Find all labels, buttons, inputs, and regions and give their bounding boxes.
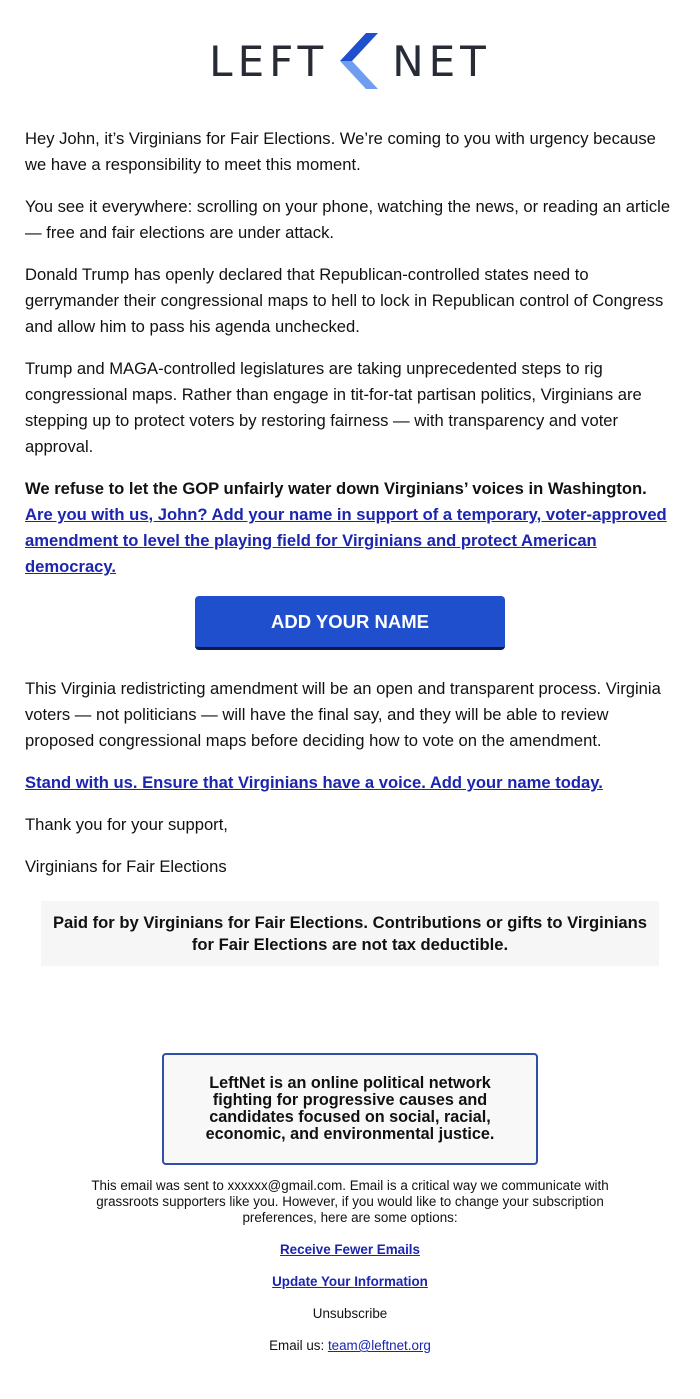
about-leftnet-box [162, 1053, 538, 1165]
intro-paragraph: Hey John, it’s Virginians for Fair Elections. We’re coming to you with urgency because we have a responsibility to meet this moment. [25, 129, 656, 174]
fewer-emails-row [70, 1242, 630, 1258]
paid-for-disclaimer [41, 901, 659, 966]
maga-paragraph: Trump and MAGA-controlled legislatures are taking unprecedented steps to rig congressional maps. Rather than engage in tit-for-tat partisan politics, Virginians are stepping up to protect voters by restoring fairness — with transparency and voter approval. [25, 359, 642, 456]
add-your-name-button[interactable]: ADD YOUR NAME [195, 596, 505, 650]
update-info-row [70, 1274, 630, 1290]
attack-paragraph: You see it everywhere: scrolling on your phone, watching the news, or reading an article — free and fair elections are under attack. [25, 197, 671, 242]
leftnet-logo [0, 33, 700, 89]
footer-notice: This email was sent to xxxxxx@gmail.com. Email is a critical way we communicate with grassroots supporters like you. However, if you would like to change your subscription preferences, here are some options: [91, 1178, 609, 1225]
unsubscribe-text[interactable]: Unsubscribe [312, 1306, 388, 1321]
email-address-link[interactable]: team@leftnet.org [327, 1338, 431, 1353]
email-us-label: Email us: [269, 1338, 325, 1353]
refuse-paragraph [25, 476, 675, 580]
update-information-link[interactable]: Update Your Information [272, 1274, 428, 1289]
footer [70, 1178, 630, 1354]
stand-with-us-paragraph [25, 770, 675, 796]
chevron-left-icon [338, 33, 378, 89]
add-name-support-link[interactable]: Are you with us, John? Add your name in support of a temporary, voter-approved amendment to level the playing field for Virginians and protect American democracy. [25, 505, 667, 576]
cta-wrapper [25, 596, 675, 650]
stand-with-us-link[interactable]: Stand with us. Ensure that Virginians have a voice. Add your name today. [25, 773, 603, 792]
email-us-row [70, 1338, 630, 1354]
brand-left-text: LEFT [209, 36, 329, 86]
receive-fewer-emails-link[interactable]: Receive Fewer Emails [280, 1242, 420, 1257]
thank-you-text: Thank you for your support, [25, 815, 228, 834]
disclaimer-text: Paid for by Virginians for Fair Elections. Contributions or gifts to Virginians for Fair Elections are not tax deductible. [52, 912, 648, 954]
refuse-statement: We refuse to let the GOP unfairly water down Virginians’ voices in Washington. [25, 479, 647, 498]
brand-right-text: NET [392, 36, 491, 86]
amendment-paragraph: This Virginia redistricting amendment will be an open and transparent process. Virginia voters — not politicians — will have the final say, and they will be able to review proposed congressional maps before deciding how to vote on the amendment. [25, 679, 661, 750]
signature-text: Virginians for Fair Elections [25, 857, 227, 876]
email-body [25, 126, 675, 896]
trump-paragraph: Donald Trump has openly declared that Republican-controlled states need to gerrymander their congressional maps to hell to lock in Republican control of Congress and allow him to pass his agenda unchecked. [25, 265, 664, 336]
about-text: LeftNet is an online political network fighting for progressive causes and candidates focused on social, racial, economic, and environmental justice. [205, 1074, 495, 1143]
